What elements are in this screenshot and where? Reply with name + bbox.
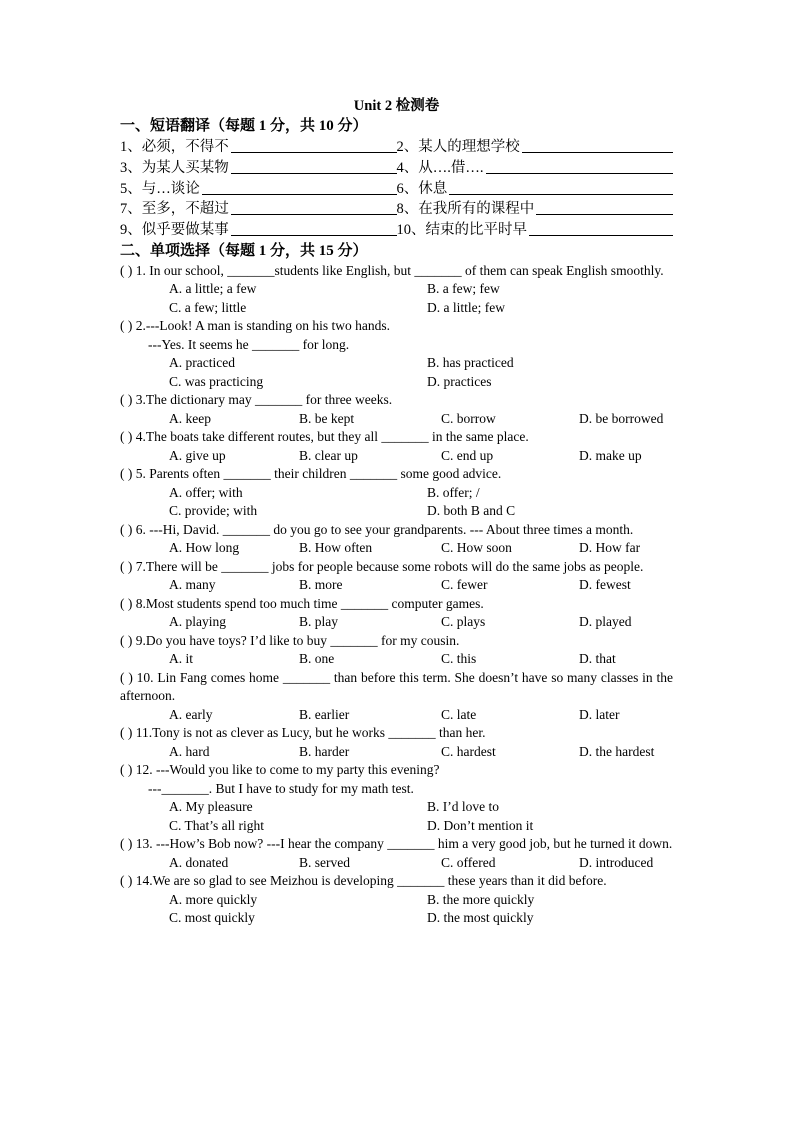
question-stem: ( ) 7.There will be _______ jobs for people because some robots will do the same jobs as people. <box>120 558 644 574</box>
question-item <box>120 391 673 428</box>
answer-option[interactable]: D. the most quickly <box>427 910 534 926</box>
answer-option[interactable]: C. plays <box>441 614 486 630</box>
answer-option[interactable]: B. earlier <box>299 706 350 722</box>
answer-option[interactable]: C. borrow <box>441 410 496 426</box>
translation-item <box>120 220 397 241</box>
answer-blank[interactable] <box>231 158 397 174</box>
answer-option[interactable]: D. How far <box>579 540 641 556</box>
answer-option[interactable]: D. be borrowed <box>579 410 664 426</box>
answer-option[interactable]: A. My pleasure <box>169 799 253 815</box>
answer-blank[interactable] <box>529 220 673 236</box>
answer-blank[interactable] <box>231 220 397 236</box>
translation-prompt: 4、从….借…. <box>396 159 484 176</box>
translation-prompt: 7、至多，不超过 <box>120 201 229 218</box>
option-group <box>120 447 673 466</box>
translation-list <box>120 137 673 241</box>
translation-prompt: 6、休息 <box>396 180 448 197</box>
question-item <box>120 632 673 669</box>
page-title: Unit 2 检测卷 <box>353 98 440 114</box>
question-stem: ( ) 2.---Look! A man is standing on his two hands. <box>120 318 390 334</box>
option-group <box>120 706 673 725</box>
question-stem: ( ) 8.Most students spend too much time _______ computer games. <box>120 595 484 611</box>
question-item <box>120 317 673 391</box>
question-stem: ( ) 12. ---Would you like to come to my party this evening? <box>120 762 440 778</box>
translation-prompt: 5、与…谈论 <box>120 180 200 197</box>
option-group <box>120 854 673 873</box>
translation-item <box>397 137 674 158</box>
translation-prompt: 10、结束的比平时早 <box>396 222 527 239</box>
answer-option[interactable]: D. later <box>579 706 620 722</box>
option-group <box>120 576 673 595</box>
multiple-choice-list <box>120 262 673 928</box>
answer-option[interactable]: C. hardest <box>441 743 496 759</box>
question-item <box>120 669 673 725</box>
answer-option[interactable]: D. a little; few <box>427 299 505 315</box>
answer-option[interactable]: B. play <box>299 614 338 630</box>
translation-prompt: 1、必须，不得不 <box>120 139 229 155</box>
answer-blank[interactable] <box>231 199 397 215</box>
option-group <box>120 539 673 558</box>
question-stem: ( ) 11.Tony is not as clever as Lucy, but he works _______ than her. <box>120 725 486 741</box>
answer-option[interactable]: B. more <box>299 577 343 593</box>
answer-blank[interactable] <box>449 179 673 195</box>
option-group <box>120 798 673 835</box>
translation-prompt: 8、在我所有的课程中 <box>396 201 535 218</box>
answer-option[interactable]: C. fewer <box>441 577 488 593</box>
question-stem: ( ) 14.We are so glad to see Meizhou is developing _______ these years than it did before. <box>120 873 607 889</box>
option-group <box>120 891 673 928</box>
question-item <box>120 262 673 318</box>
answer-option[interactable]: D. introduced <box>579 854 654 870</box>
translation-item <box>397 179 674 200</box>
question-reply: ---_______. But I have to study for my math test. <box>148 780 414 796</box>
answer-option[interactable]: C. this <box>441 651 477 667</box>
answer-blank[interactable] <box>522 137 673 153</box>
answer-option[interactable]: B. offer; / <box>427 484 480 500</box>
question-stem: ( ) 1. In our school, _______students like English, but _______ of them can speak English smoothly. <box>120 262 664 278</box>
answer-option[interactable]: B. served <box>299 854 350 870</box>
question-stem: ( ) 3.The dictionary may _______ for three weeks. <box>120 392 393 408</box>
answer-option[interactable]: A. practiced <box>169 355 235 371</box>
translation-item <box>120 137 397 158</box>
worksheet-page <box>120 96 673 928</box>
answer-option[interactable]: B. I’d love to <box>427 799 499 815</box>
question-stem: ( ) 6. ---Hi, David. _______ do you go to see your grandparents. --- About three times a month. <box>120 521 634 537</box>
answer-option[interactable]: A. a little; a few <box>169 281 257 297</box>
translation-row <box>120 158 673 179</box>
answer-option[interactable]: B. the more quickly <box>427 891 535 907</box>
option-group <box>120 354 673 391</box>
translation-row <box>120 137 673 158</box>
answer-option[interactable]: A. it <box>169 651 194 667</box>
answer-blank[interactable] <box>486 158 674 174</box>
translation-item <box>120 199 397 220</box>
section-1-heading: 一、短语翻译（每题 1 分，共 10 分） <box>120 118 368 134</box>
question-stem: ( ) 9.Do you have toys? I’d like to buy _______ for my cousin. <box>120 632 460 648</box>
question-item <box>120 761 673 835</box>
translation-prompt: 3、为某人买某物 <box>120 159 229 176</box>
section-2-heading: 二、单项选择（每题 1 分，共 15 分） <box>120 242 368 259</box>
answer-option[interactable]: B. harder <box>299 743 350 759</box>
question-item <box>120 835 673 872</box>
answer-option[interactable]: A. keep <box>169 410 211 426</box>
answer-option[interactable]: A. How long <box>169 540 240 556</box>
answer-option[interactable]: C. How soon <box>441 540 512 556</box>
question-item <box>120 595 673 632</box>
option-group <box>120 613 673 632</box>
translation-prompt: 2、某人的理想学校 <box>396 139 520 155</box>
option-group <box>120 650 673 669</box>
translation-item <box>120 158 397 179</box>
answer-option[interactable]: C. provide; with <box>169 503 258 519</box>
answer-option[interactable]: D. practices <box>427 373 492 389</box>
translation-item <box>397 220 674 241</box>
answer-option[interactable]: C. most quickly <box>169 910 255 926</box>
translation-row <box>120 179 673 200</box>
answer-option[interactable]: D. played <box>579 614 632 630</box>
question-item <box>120 465 673 521</box>
question-item <box>120 724 673 761</box>
answer-option[interactable]: B. a few; few <box>427 281 500 297</box>
translation-item <box>397 158 674 179</box>
answer-blank[interactable] <box>202 179 397 195</box>
answer-option[interactable]: D. fewest <box>579 577 631 593</box>
answer-option[interactable]: C. end up <box>441 447 494 463</box>
question-stem: ( ) 4.The boats take different routes, but they all _______ in the same place. <box>120 429 529 445</box>
translation-row <box>120 220 673 241</box>
answer-option[interactable]: C. late <box>441 706 477 722</box>
answer-option[interactable]: A. hard <box>169 743 210 759</box>
option-group <box>120 410 673 429</box>
answer-option[interactable]: B. How often <box>299 540 373 556</box>
answer-option[interactable]: A. playing <box>169 614 226 630</box>
translation-item <box>120 179 397 200</box>
answer-option[interactable]: D. Don’t mention it <box>427 817 534 833</box>
option-group <box>120 280 673 317</box>
answer-option[interactable]: C. offered <box>441 854 496 870</box>
answer-option[interactable]: D. the hardest <box>579 743 655 759</box>
answer-option[interactable]: C. was practicing <box>169 373 264 389</box>
answer-option[interactable]: C. That’s all right <box>169 817 264 833</box>
answer-option[interactable]: B. has practiced <box>427 355 514 371</box>
option-group <box>120 484 673 521</box>
answer-option[interactable]: B. be kept <box>299 410 355 426</box>
option-group <box>120 743 673 762</box>
answer-option[interactable]: A. more quickly <box>169 891 258 907</box>
translation-row <box>120 199 673 220</box>
question-reply: ---Yes. It seems he _______ for long. <box>148 336 350 352</box>
answer-option[interactable]: B. clear up <box>299 447 358 463</box>
answer-option[interactable]: B. one <box>299 651 335 667</box>
answer-option[interactable]: A. early <box>169 706 213 722</box>
answer-blank[interactable] <box>536 199 673 215</box>
answer-option[interactable]: A. give up <box>169 447 226 463</box>
question-item <box>120 558 673 595</box>
answer-blank[interactable] <box>231 137 397 153</box>
answer-option[interactable]: D. both B and C <box>427 503 516 519</box>
translation-item <box>397 199 674 220</box>
question-item <box>120 872 673 928</box>
question-item <box>120 428 673 465</box>
question-stem: ( ) 10. Lin Fang comes home _______ than before this term. She doesn’t have so many classes in the afternoon. <box>120 669 673 704</box>
question-stem: ( ) 5. Parents often _______ their children _______ some good advice. <box>120 466 502 482</box>
answer-option[interactable]: A. many <box>169 577 216 593</box>
answer-option[interactable]: C. a few; little <box>169 299 247 315</box>
answer-option[interactable]: A. offer; with <box>169 484 243 500</box>
answer-option[interactable]: D. make up <box>579 447 642 463</box>
answer-option[interactable]: D. that <box>579 651 616 667</box>
question-item <box>120 521 673 558</box>
answer-option[interactable]: A. donated <box>169 854 229 870</box>
question-stem: ( ) 13. ---How’s Bob now? ---I hear the company _______ him a very good job, but he turned it down. <box>120 836 673 852</box>
translation-prompt: 9、似乎要做某事 <box>120 222 229 239</box>
